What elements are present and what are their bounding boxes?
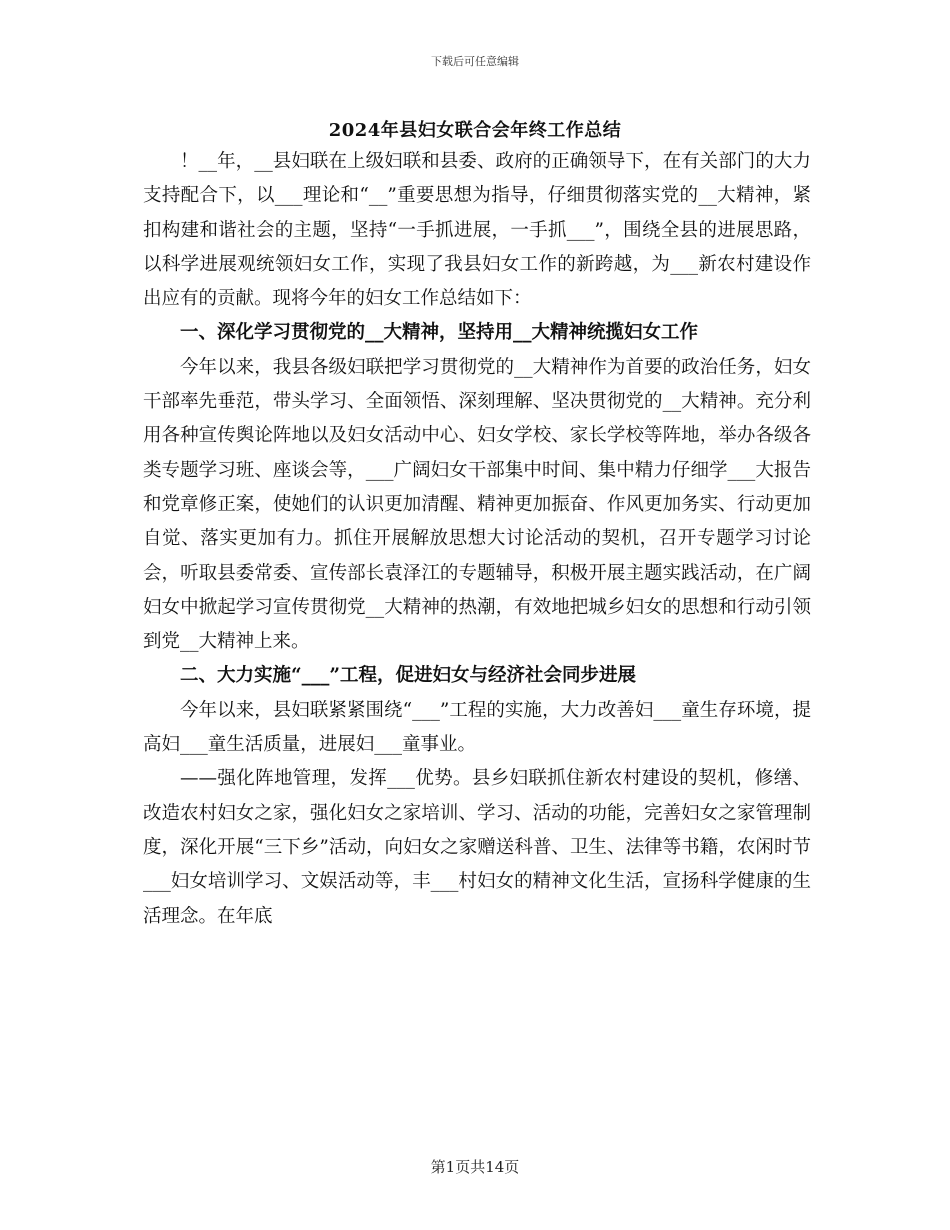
section-2-item-1: ——强化阵地管理，发挥___优势。县乡妇联抓住新农村建设的契机，修缮、改造农村妇女之家，强化妇女之家培训、学习、活动的功能，完善妇女之家管理制度，深化开展“三下乡”活动，向妇女之家赠送科普、卫生、法律等书籍，农闲时节___妇女培训学习、文娱活动等，丰___村妇女的精神文化生活，宣扬科学健康的生活理念。在年底 xyxy=(143,768,811,927)
section-2-heading: 二、大力实施“___”工程，促进妇女与经济社会同步进展 xyxy=(180,665,637,687)
section-1-paragraph: 今年以来，我县各级妇联把学习贯彻党的__大精神作为首要的政治任务，妇女干部率先垂范，带头学习、全面领悟、深刻理解、坚决贯彻党的__大精神。充分利用各种宣传舆论阵地以及妇女活动中心、妇女学校、家长学校等阵地，举办各级各类专题学习班、座谈会等，___广阔妇女干部集中时间、集中精力仔细学___大报告和党章修正案，使她们的认识更加清醒、精神更加振奋、作风更加务实、行动更加自觉、落实更加有力。抓住开展解放思想大讨论活动的契机，召开专题学习讨论会，听取县委常委、宣传部长袁泽江的专题辅导，积极开展主题实践活动，在广阔妇女中掀起学习宣传贯彻党__大精神的热潮，有效地把城乡妇女的思想和行动引领到党__大精神上来。 xyxy=(143,356,811,653)
page-footer: 第1页共14页 xyxy=(430,1158,520,1176)
document-body xyxy=(143,145,811,934)
section-1-heading: 一、深化学习贯彻党的__大精神，坚持用__大精神统揽妇女工作 xyxy=(180,322,699,344)
intro-paragraph: ！__年，__县妇联在上级妇联和县委、政府的正确领导下，在有关部门的大力支持配合下，以___理论和“__”重要思想为指导，仔细贯彻落实党的__大精神，紧扣构建和谐社会的主题，坚持“一手抓进展，一手抓___”，围绕全县的进展思路，以科学进展观统领妇女工作，实现了我县妇女工作的新跨越，为___新农村建设作出应有的贡献。现将今年的妇女工作总结如下： xyxy=(143,151,811,310)
section-2-paragraph: 今年以来，县妇联紧紧围绕“___”工程的实施，大力改善妇___童生存环境，提高妇___童生活质量，进展妇___童事业。 xyxy=(143,699,811,756)
document-title: 2024年县妇女联合会年终工作总结 xyxy=(328,120,622,141)
header-note: 下载后可任意编辑 xyxy=(431,55,519,68)
